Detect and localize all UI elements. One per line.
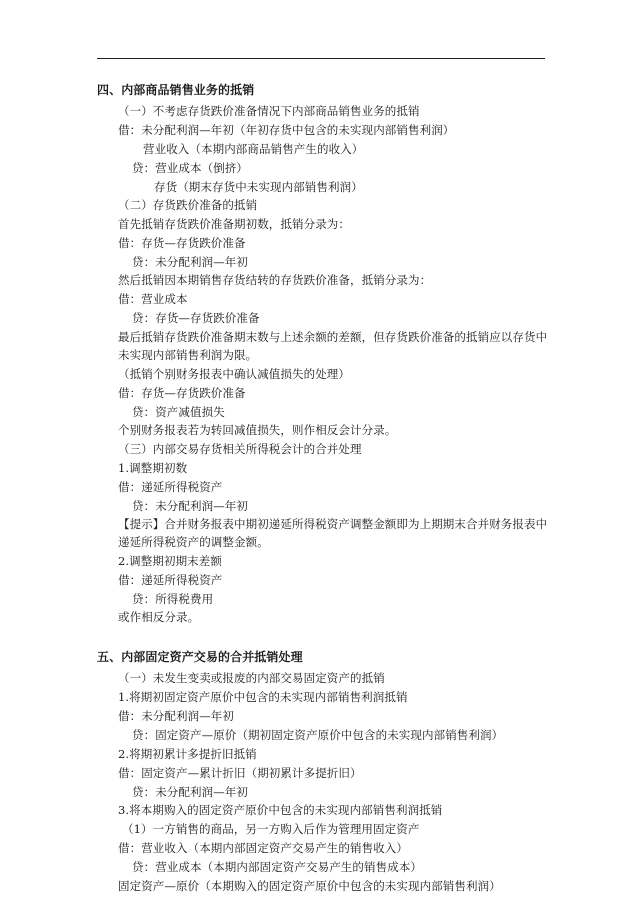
step-title: 1.调整期初数 [118,461,188,475]
body-line: 首先抵销存货跌价准备期初数，抵销分录为： [118,217,350,231]
subsection-title: （三）内部交易存货相关所得税会计的合并处理 [118,442,362,456]
step-title: 1.将期初固定资产原价中包含的未实现内部销售利润抵销 [118,690,408,704]
entry-line: 借：未分配利润—年初 [118,709,234,723]
entry-line: 贷：营业成本（本期内部固定资产交易产生的销售成本） [132,860,422,874]
body-line: 个别财务报表若为转回减值损失，则作相反会计分录。 [118,423,397,437]
body-line: 或作相反分录。 [118,610,200,624]
entry-line: 借：营业收入（本期内部固定资产交易产生的销售收入） [118,841,408,855]
entry-line: 借：递延所得税资产 [118,480,223,494]
tip-line: 递延所得税资产的调整金额。 [118,535,269,549]
entry-line: 贷：未分配利润—年初 [132,499,248,513]
entry-line: 借：营业成本 [118,292,188,306]
entry-line: 借：存货—存货跌价准备 [118,386,246,400]
entry-line: 贷：未分配利润—年初 [132,255,248,269]
entry-line: 借：固定资产—累计折旧（期初累计多提折旧） [118,766,362,780]
entry-line: 贷：未分配利润—年初 [132,785,248,799]
body-line: 最后抵销存货跌价准备期末数与上述余额的差额，但存货跌价准备的抵销应以存货中 [118,330,548,344]
tip-line: 【提示】合并财务报表中期初递延所得税资产调整金额即为上期期末合并财务报表中 [118,517,548,531]
section-heading: 五、内部固定资产交易的合并抵销处理 [97,650,303,664]
entry-line: 借：递延所得税资产 [118,573,223,587]
body-line: （抵销个别财务报表中确认减值损失的处理） [118,367,350,381]
subsection-title: （一）未发生变卖或报废的内部交易固定资产的抵销 [118,671,385,685]
header-rule [97,58,545,59]
entry-line: 借：未分配利润—年初（年初存货中包含的未实现内部销售利润） [118,123,455,137]
step-title: 3.将本期购入的固定资产原价中包含的未实现内部销售利润抵销 [118,803,443,817]
body-line: 未实现内部销售利润为限。 [118,348,258,362]
body-line: （1）一方销售的商品，另一方购入后作为管理用固定资产 [122,822,420,836]
entry-line: 贷：固定资产—原价（期初固定资产原价中包含的未实现内部销售利润） [132,728,504,742]
entry-line: 贷：所得税费用 [132,592,214,606]
entry-line: 存货（期末存货中未实现内部销售利润） [154,180,363,194]
entry-line: 固定资产—原价（本期购入的固定资产原价中包含的未实现内部销售利润） [118,879,501,893]
step-title: 2.将期初累计多提折旧抵销 [118,747,257,761]
entry-line: 借：存货—存货跌价准备 [118,236,246,250]
section-heading: 四、内部商品销售业务的抵销 [97,83,255,97]
entry-line: 营业收入（本期内部商品销售产生的收入） [143,142,364,156]
entry-line: 贷：资产减值损失 [132,405,225,419]
body-line: 然后抵销因本期销售存货结转的存货跌价准备，抵销分录为： [118,273,432,287]
entry-line: 贷：存货—存货跌价准备 [132,311,260,325]
subsection-title: （一）不考虑存货跌价准备情况下内部商品销售业务的抵销 [118,104,420,118]
subsection-title: （二）存货跌价准备的抵销 [118,198,258,212]
entry-line: 贷：营业成本（倒挤） [132,161,248,175]
step-title: 2.调整期初期末差额 [118,554,222,568]
